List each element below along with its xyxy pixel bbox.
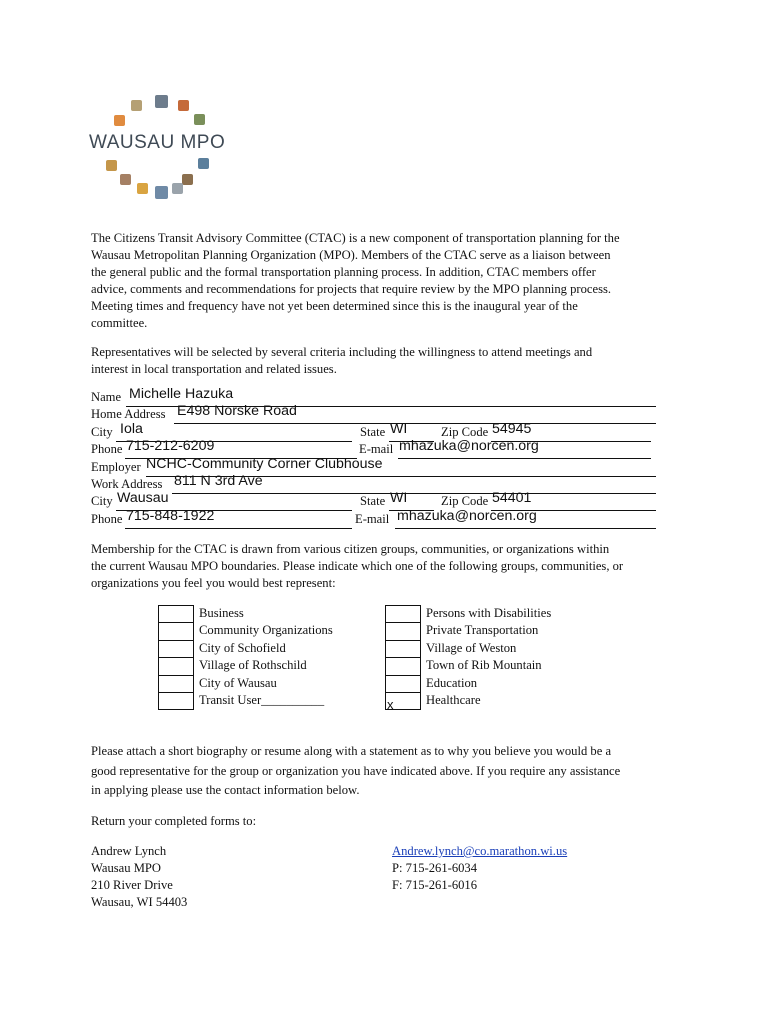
option-checkbox[interactable] (385, 657, 421, 674)
return-instructions: Return your completed forms to: (91, 814, 257, 828)
work-city-label: City (91, 494, 113, 509)
work-address-row (91, 472, 661, 493)
zip-value: 54945 (492, 420, 532, 437)
option-checkbox[interactable] (385, 675, 421, 692)
employer-label: Employer (91, 459, 141, 474)
option-checkbox[interactable] (385, 692, 421, 710)
zip-label: Zip Code (441, 424, 489, 439)
state-value: WI (390, 420, 408, 437)
employer-value: NCHC-Community Corner Clubhouse (146, 455, 383, 472)
attach-line: Please attach a short biography or resume along with a statement as to why you believe you would be a (91, 744, 612, 758)
option-label: Education (426, 675, 478, 690)
logo-square (131, 100, 142, 111)
membership-line: organizations you feel you would best represent: (91, 576, 336, 590)
option-checkbox[interactable] (158, 692, 194, 710)
home-address-value: E498 Norske Road (177, 403, 297, 420)
membership-line: the current Wausau MPO boundaries. Please indicate which one of the following groups, communities, or (91, 559, 624, 573)
logo-square (106, 160, 117, 171)
option-label: City of Wausau (199, 675, 277, 690)
membership-line: Membership for the CTAC is drawn from various citizen groups, communities, or organizations within (91, 542, 610, 556)
option-mark: x (387, 696, 394, 712)
work-state-label: State (360, 494, 386, 509)
contact-name: Andrew Lynch (91, 844, 167, 858)
city-value: Iola (120, 420, 143, 437)
name-label: Name (91, 390, 122, 404)
option-checkbox[interactable] (385, 640, 421, 657)
attach-line: good representative for the group or organization you have indicated above. If you require any assistance (91, 763, 621, 778)
logo-square (155, 186, 168, 199)
work-address-value: 811 N 3rd Ave (174, 472, 263, 489)
option-checkbox[interactable] (385, 622, 421, 639)
contact-details (392, 843, 567, 894)
logo-square (155, 95, 168, 108)
logo-square (172, 183, 183, 194)
name-value: Michelle Hazuka (129, 386, 234, 402)
membership-paragraph (91, 541, 681, 592)
logo-text: WAUSAU MPO (89, 132, 226, 153)
phone-value: 715-212-6209 (126, 438, 215, 455)
work-address-label: Work Address (91, 476, 163, 491)
attach-line: in applying please use the contact information below. (91, 783, 360, 798)
applicant-fields (91, 386, 661, 528)
attach-paragraph (91, 742, 691, 801)
intro-line: Meeting times and frequency have not yet been determined since this is the inaugural year of the (91, 299, 578, 313)
contact-street: 210 River Drive (91, 878, 173, 892)
contact-org: Wausau MPO (91, 861, 161, 875)
option-label: Village of Rothschild (199, 658, 307, 673)
home-address-row (91, 403, 661, 423)
phone-label: Phone (91, 442, 123, 457)
option-checkbox[interactable] (385, 605, 421, 622)
work-email-label: E-mail (355, 511, 390, 526)
logo-square (114, 115, 125, 126)
option-label: Healthcare (426, 692, 481, 707)
intro-line: committee. (91, 316, 148, 330)
option-label: Village of Weston (426, 640, 517, 655)
work-email-value: mhazuka@norcen.org (397, 507, 537, 524)
representatives-line: Representatives will be selected by several criteria including the willingness to attend meetings and (91, 345, 593, 359)
logo-square (178, 100, 189, 111)
contact-fax: F: 715-261-6016 (392, 878, 478, 892)
option-checkbox[interactable] (158, 605, 194, 622)
work-phone-label: Phone (91, 511, 123, 526)
contact-city: Wausau, WI 54403 (91, 895, 188, 909)
email-label: E-mail (359, 442, 394, 457)
intro-line: the general public and the formal transportation planning process. In addition, CTAC members offer (91, 265, 596, 279)
contact-phone: P: 715-261-6034 (392, 861, 478, 875)
work-city-value: Wausau (117, 490, 169, 507)
option-label: Transit User__________ (199, 692, 325, 707)
option-label: City of Schofield (199, 640, 286, 655)
home-address-label: Home Address (91, 407, 166, 422)
work-state-value: WI (390, 490, 408, 507)
option-checkbox[interactable] (158, 657, 194, 674)
option-label: Community Organizations (199, 623, 333, 638)
representatives-line: interest in local transportation and related issues. (91, 362, 337, 376)
intro-line: Wausau Metropolitan Planning Organization (MPO). Members of the CTAC serve as a liaison between (91, 248, 611, 262)
logo-square (120, 174, 131, 185)
logo-square (194, 114, 205, 125)
city-label: City (91, 424, 113, 439)
logo-square (137, 183, 148, 194)
option-label: Persons with Disabilities (426, 606, 552, 620)
logo-square (182, 174, 193, 185)
work-zip-label: Zip Code (441, 494, 489, 509)
intro-line: The Citizens Transit Advisory Committee (CTAC) is a new component of transportation planning for the (91, 231, 620, 245)
logo-square (198, 158, 209, 169)
intro-line: advice, comments and recommendations for projects that require review by the MPO planning process. (91, 282, 612, 296)
option-label: Private Transportation (426, 623, 539, 638)
state-label: State (360, 424, 386, 439)
option-checkbox[interactable] (158, 622, 194, 639)
email-value: mhazuka@norcen.org (399, 438, 539, 455)
option-checkbox[interactable] (158, 675, 194, 692)
representatives-paragraph (91, 344, 681, 378)
work-phone-row (91, 507, 661, 528)
work-zip-value: 54401 (492, 490, 532, 507)
intro-paragraph (91, 230, 681, 332)
work-phone-value: 715-848-1922 (126, 507, 215, 524)
option-label: Business (199, 606, 244, 620)
option-label: Town of Rib Mountain (426, 658, 542, 673)
contact-address (91, 843, 187, 911)
option-checkbox[interactable] (158, 640, 194, 657)
contact-email-link[interactable]: Andrew.lynch@co.marathon.wi.us (392, 844, 568, 858)
